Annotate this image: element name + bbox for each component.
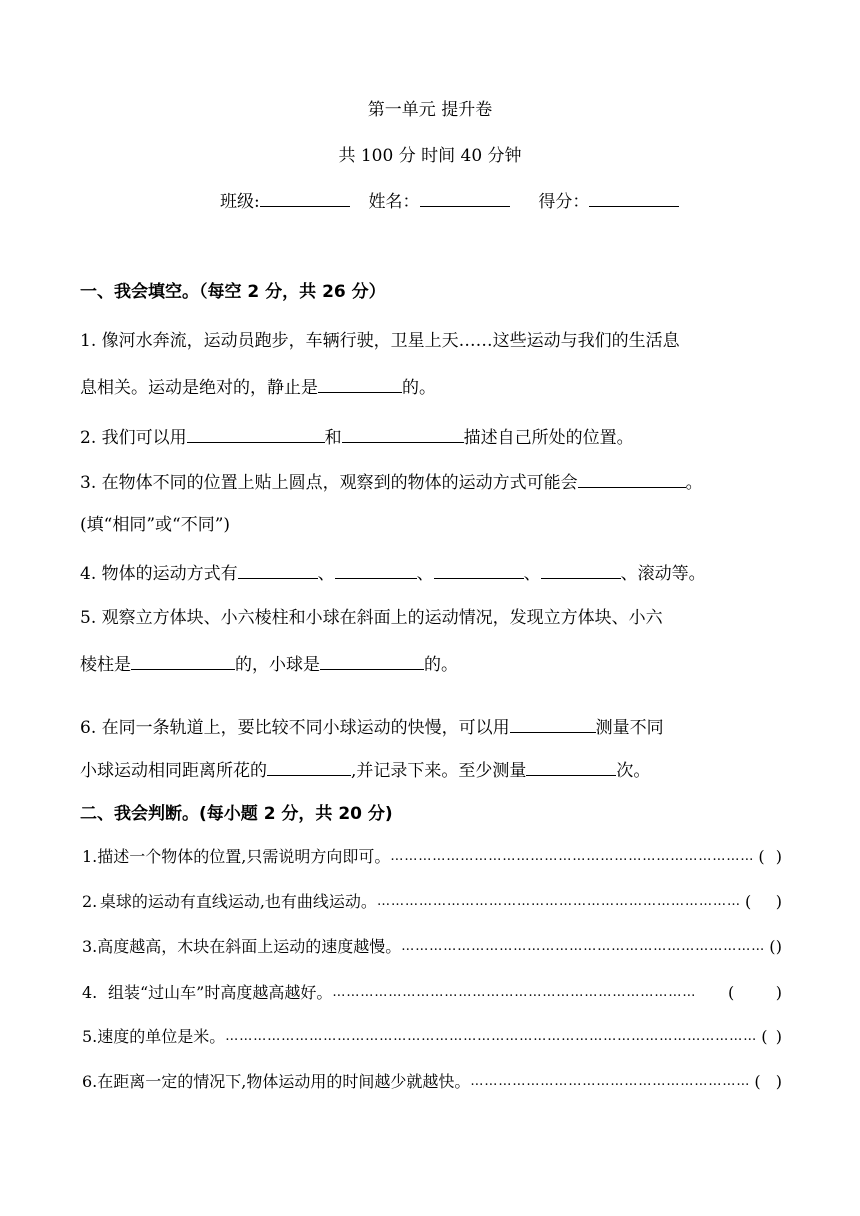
class-blank[interactable] bbox=[260, 188, 350, 207]
q4-blank-3[interactable] bbox=[434, 560, 524, 579]
judgment-item bbox=[82, 935, 782, 959]
q1-line1: 1. 像河水奔流，运动员跑步，车辆行驶，卫星上天……这些运动与我们的生活息 bbox=[80, 331, 680, 351]
section1-heading: 一、我会填空。（每空 2 分，共 26 分） bbox=[80, 282, 386, 302]
item-text: 高度越高，木块在斜面上运动的速度越慢。 bbox=[97, 937, 402, 956]
answer-box[interactable]: ( ) bbox=[754, 1072, 782, 1091]
q6-text-mid: 测量不同 bbox=[595, 718, 664, 738]
score-blank[interactable] bbox=[589, 188, 679, 207]
answer-box[interactable]: ( ) bbox=[761, 1027, 782, 1046]
q6-text: 6. 在同一条轨道上，要比较不同小球运动的快慢，可以用 bbox=[80, 718, 510, 738]
q4-blank-4[interactable] bbox=[541, 560, 621, 579]
class-label: 班级: bbox=[220, 192, 260, 212]
judgment-item bbox=[82, 1025, 782, 1049]
item-text: 组装“过山车”时高度越高越好。 bbox=[108, 983, 333, 1002]
q2-line bbox=[80, 424, 634, 450]
judgment-item bbox=[82, 845, 782, 869]
leader-dots: …………………………………………………………………… bbox=[332, 985, 697, 1000]
q6-text-3: ,并记录下来。至少测量 bbox=[351, 761, 527, 781]
q3-text: 3. 在物体不同的位置上贴上圆点，观察到的物体的运动方式可能会 bbox=[80, 473, 578, 493]
q4-blank-2[interactable] bbox=[335, 560, 417, 579]
answer-box[interactable]: ( ) bbox=[744, 892, 782, 911]
q5-text-mid: 的，小球是 bbox=[235, 655, 320, 675]
q4-text-end: 、滚动等。 bbox=[620, 564, 706, 584]
q3-line1 bbox=[80, 469, 703, 495]
q3-blank[interactable] bbox=[578, 469, 686, 488]
q4-sep: 、 bbox=[416, 564, 434, 584]
q2-text-and: 和 bbox=[324, 428, 342, 448]
q2-text-end: 描述自己所处的位置。 bbox=[463, 428, 634, 448]
item-text: 桌球的运动有直线运动,也有曲线运动。 bbox=[99, 892, 377, 911]
q6-text-2: 小球运动相同距离所花的 bbox=[80, 761, 267, 781]
item-text: 速度的单位是米。 bbox=[97, 1027, 226, 1046]
item-number: 3. bbox=[82, 937, 98, 956]
q1-text-end: 的。 bbox=[402, 378, 436, 398]
q6-blank-1[interactable] bbox=[510, 714, 596, 733]
q5-text: 棱柱是 bbox=[80, 655, 131, 675]
item-number: 1. bbox=[82, 847, 98, 866]
q2-blank-1[interactable] bbox=[187, 424, 325, 443]
judgment-item bbox=[82, 890, 782, 914]
leader-dots: …………………………………………………………………… bbox=[401, 939, 766, 954]
item-number: 6. bbox=[82, 1072, 98, 1091]
section2-heading: 二、我会判断。(每小题 2 分，共 20 分) bbox=[80, 804, 393, 824]
q5-text-end: 的。 bbox=[424, 655, 458, 675]
answer-box[interactable]: ( ) bbox=[769, 937, 782, 956]
q3-text-end: 。 bbox=[685, 473, 703, 493]
item-number: 5. bbox=[82, 1027, 98, 1046]
leader-dots: …………………………………………………………………… bbox=[376, 894, 741, 909]
q5-line1: 5. 观察立方体块、小六棱柱和小球在斜面上的运动情况，发现立方体块、小六 bbox=[80, 608, 663, 628]
q2-text: 2. 我们可以用 bbox=[80, 428, 187, 448]
page-title: 第一单元 提升卷 bbox=[367, 100, 493, 120]
q4-sep: 、 bbox=[317, 564, 335, 584]
q4-sep: 、 bbox=[523, 564, 541, 584]
q4-text: 4. 物体的运动方式有 bbox=[80, 564, 238, 584]
q6-line1 bbox=[80, 714, 664, 740]
answer-box[interactable]: ( ) bbox=[728, 983, 782, 1002]
item-text: 描述一个物体的位置,只需说明方向即可。 bbox=[97, 847, 391, 866]
score-label: 得分： bbox=[538, 192, 590, 212]
q1-blank[interactable] bbox=[318, 374, 402, 393]
leader-dots: …………………………………………………… bbox=[470, 1074, 751, 1089]
item-number: 2. bbox=[82, 892, 98, 911]
leader-dots: …………………………………………………………………………………………………… bbox=[225, 1029, 758, 1044]
q6-blank-3[interactable] bbox=[526, 757, 616, 776]
q2-blank-2[interactable] bbox=[342, 424, 464, 443]
q6-line2 bbox=[80, 757, 650, 783]
item-text: 在距离一定的情况下,物体运动用的时间越少就越快。 bbox=[97, 1072, 471, 1091]
q5-line2 bbox=[80, 651, 458, 677]
leader-dots: …………………………………………………………………… bbox=[390, 849, 755, 864]
name-label: 姓名： bbox=[368, 192, 420, 212]
judgment-item bbox=[82, 981, 782, 1005]
q5-blank-2[interactable] bbox=[320, 651, 424, 670]
q6-text-end: 次。 bbox=[616, 761, 651, 781]
page-subtitle: 共 100 分 时间 40 分钟 bbox=[338, 146, 522, 166]
q1-line2 bbox=[80, 374, 436, 400]
q6-blank-2[interactable] bbox=[267, 757, 351, 776]
judgment-item bbox=[82, 1070, 782, 1094]
q1-text: 息相关。运动是绝对的，静止是 bbox=[80, 378, 318, 398]
student-info-row bbox=[220, 188, 679, 214]
q5-blank-1[interactable] bbox=[131, 651, 235, 670]
name-blank[interactable] bbox=[420, 188, 510, 207]
q4-line bbox=[80, 560, 706, 586]
item-number: 4. bbox=[82, 983, 98, 1002]
q4-blank-1[interactable] bbox=[238, 560, 318, 579]
answer-box[interactable]: ( ) bbox=[758, 847, 782, 866]
q3-line2: (填“相同”或“不同”) bbox=[80, 515, 231, 535]
